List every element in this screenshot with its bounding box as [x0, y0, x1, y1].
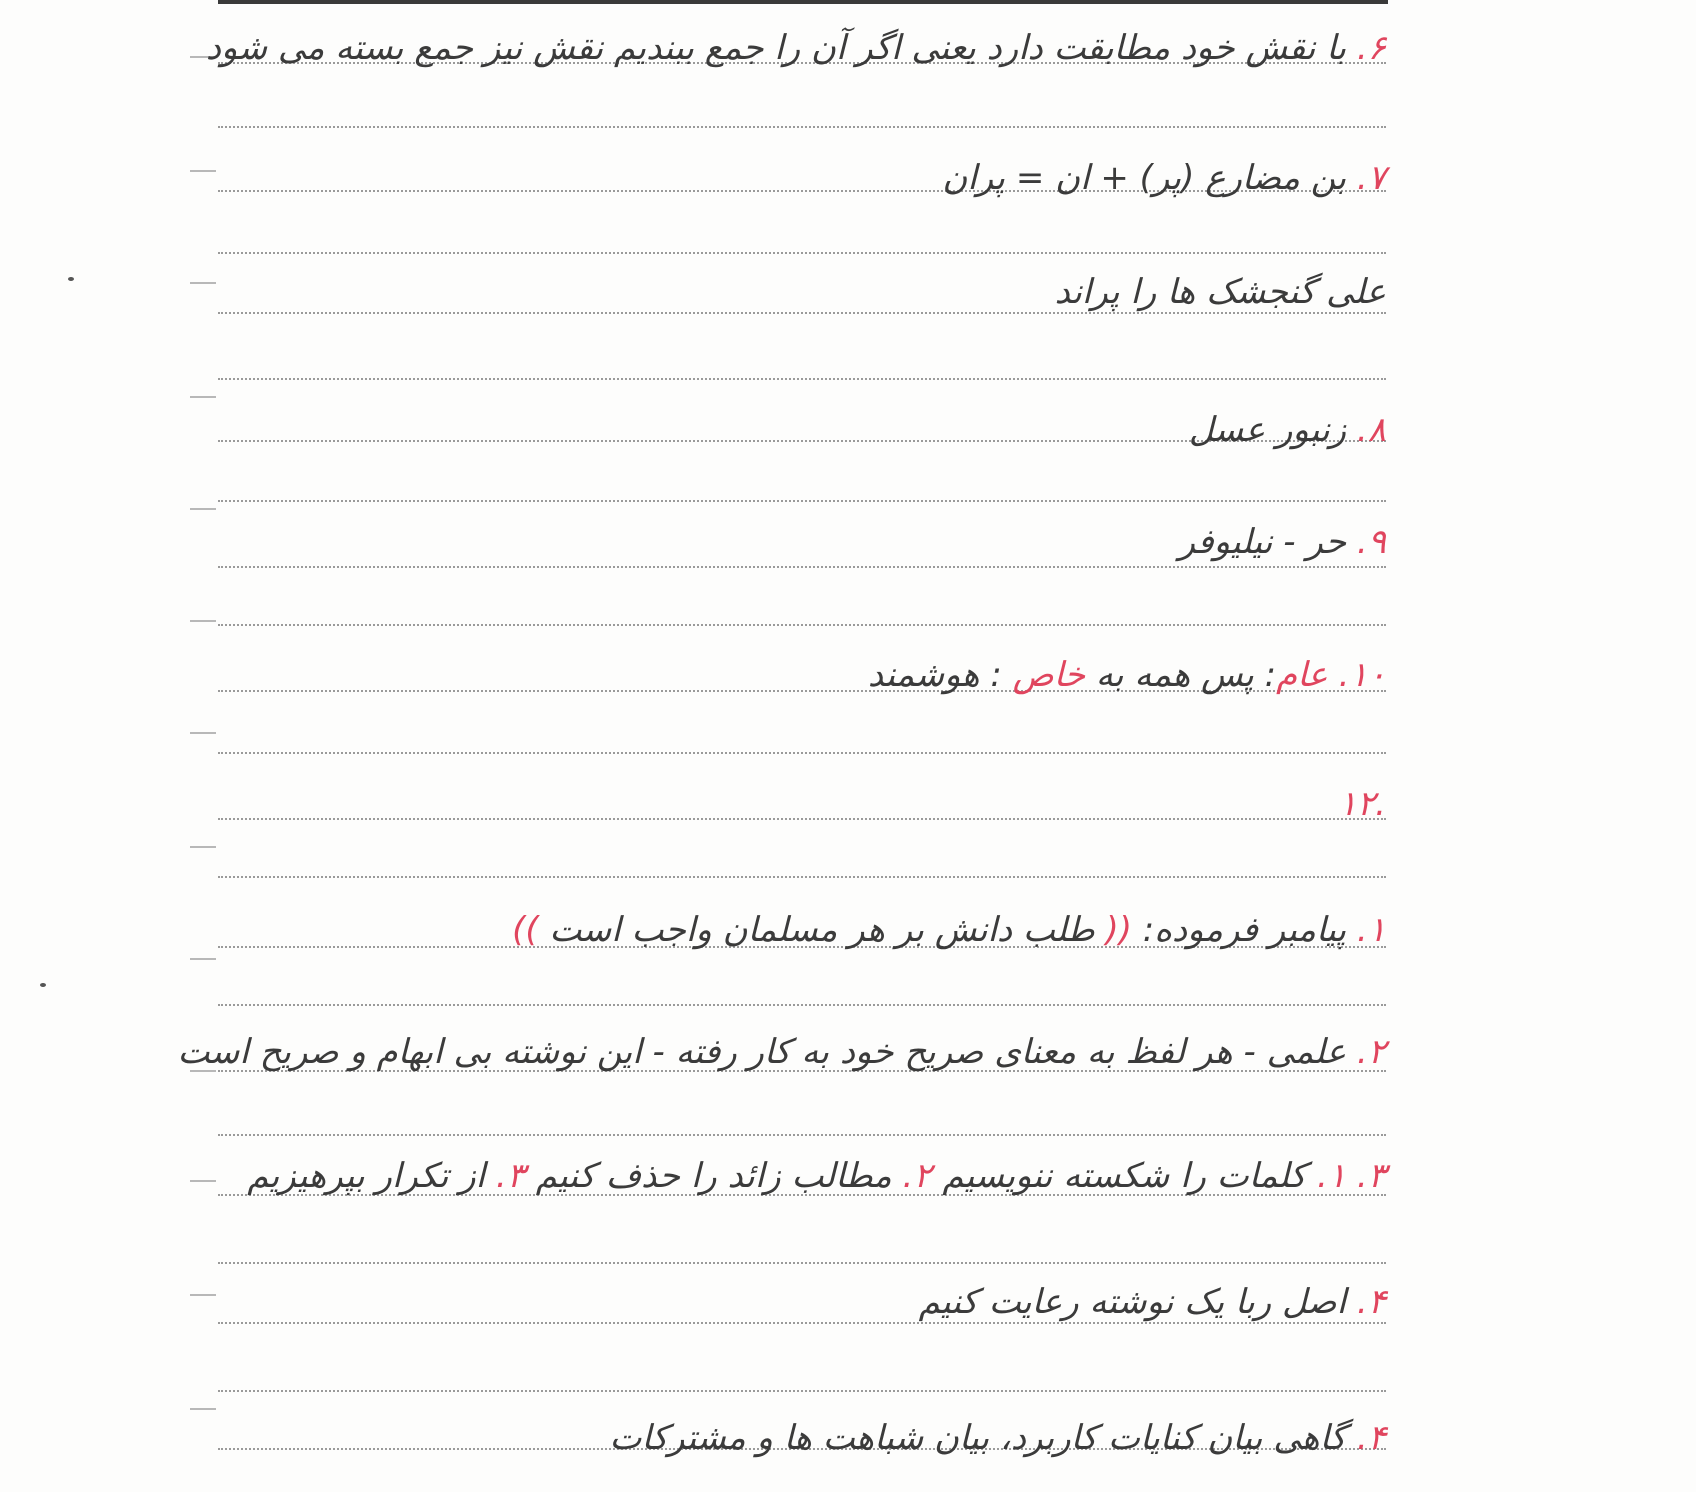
item-number: ۱.	[1356, 910, 1386, 950]
item-text: حر - نیلیوفر	[1178, 522, 1347, 562]
item-text-part: : هوشمند	[867, 655, 1013, 695]
answer-line-10	[868, 645, 1386, 705]
ruled-line	[218, 126, 1386, 128]
item-text-part: ۳.	[495, 1156, 525, 1196]
ink-speck	[68, 277, 74, 281]
item-number: ۹.	[1356, 522, 1386, 562]
margin-tick	[190, 620, 216, 622]
item-number: ۷.	[1356, 158, 1386, 198]
item-text: علمی - هر لفظ به معنای صریح خود به کار رفته - این نوشته بی ابهام و صریح است	[177, 1032, 1347, 1072]
answer-line-7	[942, 148, 1386, 208]
item-text-part: پیامبر فرموده:	[1131, 910, 1347, 950]
item-text: با نقش خود مطابقت دارد یعنی اگر آن را جمع ببندیم نقش نیز جمع بسته می شود	[205, 28, 1347, 68]
answer-line-9	[1179, 512, 1386, 572]
ruled-line	[218, 1390, 1386, 1392]
answer-line-7-example	[1055, 262, 1386, 322]
item-number: ۴.	[1356, 1282, 1386, 1322]
margin-tick	[190, 1180, 216, 1182]
ruled-line	[218, 876, 1386, 878]
answer-line-8	[1189, 400, 1386, 460]
ruled-line	[218, 1004, 1386, 1006]
ruled-line	[218, 1134, 1386, 1136]
item-number: ۸.	[1356, 410, 1386, 450]
item-text: زنبور عسل	[1188, 410, 1347, 450]
item-text-part: خاص	[1012, 655, 1086, 695]
ruled-line	[218, 252, 1386, 254]
ruled-line	[218, 624, 1386, 626]
margin-tick	[190, 846, 216, 848]
item-text-part: ۲.	[902, 1156, 932, 1196]
section-heading-12	[1339, 774, 1386, 834]
answer-line-12-2	[177, 1022, 1386, 1082]
item-number: ۱۲.	[1338, 784, 1386, 824]
item-text-part: طلب دانش بر هر مسلمان واجب است	[538, 910, 1106, 950]
item-text-part: کلمات را شکسته ننویسیم	[931, 1156, 1318, 1196]
ruled-line	[218, 500, 1386, 502]
answer-line-6	[206, 18, 1386, 78]
ruled-line	[218, 1262, 1386, 1264]
top-border	[218, 0, 1388, 4]
ruled-line	[218, 378, 1386, 380]
margin-tick	[190, 1294, 216, 1296]
margin-tick	[190, 396, 216, 398]
item-text: علی گنجشک ها را پراند	[1054, 272, 1386, 312]
answer-line-12-3	[247, 1146, 1386, 1206]
item-text-part: همه به	[1085, 655, 1191, 695]
item-text-part: عام	[1276, 655, 1328, 695]
item-number: ۱۰.	[1338, 655, 1386, 695]
margin-tick	[190, 282, 216, 284]
item-number: ۴.	[1356, 1418, 1386, 1458]
margin-tick	[190, 170, 216, 172]
answer-line-12-4	[919, 1272, 1386, 1332]
item-text-part: از تکرار بپرهیزیم	[247, 1156, 496, 1196]
item-text: اصل ربا یک نوشته رعایت کنیم	[918, 1282, 1347, 1322]
answer-line-12-1	[512, 900, 1386, 960]
ruled-line	[218, 752, 1386, 754]
item-number: ۳.	[1356, 1156, 1386, 1196]
item-text-part: : پس	[1190, 655, 1277, 695]
margin-tick	[190, 1408, 216, 1410]
item-number: ۶.	[1356, 28, 1386, 68]
item-text: گاهی بیان کنایات کاربرد، بیان شباهت ها و مشترکات	[609, 1418, 1347, 1458]
margin-tick	[190, 958, 216, 960]
item-text: بن مضارع (پر) + ان = پران	[942, 158, 1347, 198]
item-text-part: ))	[512, 910, 539, 950]
item-text-part: ((	[1105, 910, 1132, 950]
item-text-part: مطالب زائد را حذف کنیم	[524, 1156, 903, 1196]
ruled-line	[218, 818, 1386, 820]
ink-speck	[40, 983, 46, 987]
margin-tick	[190, 732, 216, 734]
item-text-part: ۱.	[1317, 1156, 1347, 1196]
answer-line-12-4b	[610, 1408, 1386, 1468]
margin-tick	[190, 508, 216, 510]
item-number: ۲.	[1356, 1032, 1386, 1072]
